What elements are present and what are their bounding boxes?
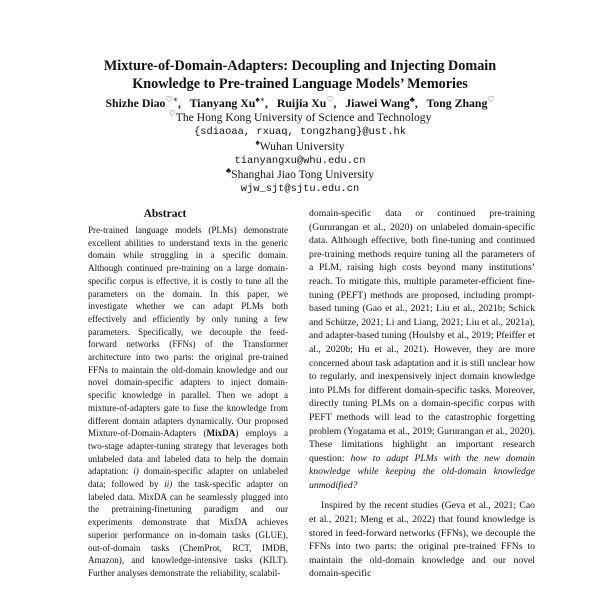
- abstract-text: domain-specific adapter on unlabeled data; followed by: [88, 466, 288, 490]
- author-name: Ruijia Xu: [276, 96, 327, 110]
- author-mark: ♡∗: [165, 95, 179, 105]
- intro-column: [309, 207, 535, 581]
- author-name: Tianyang Xu: [189, 96, 256, 110]
- affiliation-name: The Hong Kong University of Science and Technology: [175, 111, 432, 124]
- abstract-text: Pre-trained language models (PLMs) demonstrate excellent abilities to understand texts in the generic domain while struggling in a specific domain. Although continued pre-training on a large domain-specific corpus is effective, it is costly to tune all the parameters on the domain. In this paper, we investigate whether we can adapt PLMs both effectively and efficiently by only tuning a few parameters. Specifically, we decouple the feed-forward networks (FFNs) of the Transformer architecture into two parts: the original pre-trained FFNs to maintain the old-domain knowledge and our novel domain-specific adapters to inject domain-specific knowledge in parallel. Then we adopt a mixture-of-adapters gate to fuse the knowledge from different domain adapters dynamically. Our proposed Mixture-of-Domain-Adapters (: [88, 225, 288, 439]
- author-name: Shizhe Diao: [105, 96, 166, 110]
- affiliation-hkust: [40, 111, 560, 139]
- abstract-body: [88, 224, 288, 580]
- affiliation-name: Shanghai Jiao Tong University: [231, 168, 375, 181]
- abstract-text: ) employs a two-stage adapter-tuning strategy that leverages both unlabeled data and labeled data to help the domain adaptation:: [88, 428, 288, 477]
- affiliation-name: Wuhan University: [259, 140, 345, 153]
- abstract-text: the task-specific adapter on labeled data. MixDA can be seamlessly plugged into the pretraining-finetuning paradigm and our experiments demonstrate that MixDA achieves superior performance on in-domain tasks (GLUE), out-of-domain tasks (ChemProt, RCT, IMDB, Amazon), and knowledge-intensive tasks (KILT). Further analyses demonstrate the reliability, scalabil-: [88, 479, 288, 578]
- affiliation-sjtu: [40, 168, 560, 196]
- affiliation-mark: ♠: [255, 138, 260, 148]
- title-line-2: Knowledge to Pre-trained Language Models’ Memories: [132, 75, 468, 92]
- affiliation-email: tianyangxu@whu.edu.cn: [234, 155, 366, 167]
- paragraph-text: Inspired by the recent studies (Geva et al., 2021; Cao et al., 2021; Meng et al., 2022) that found knowledge is stored in feed-forward networks (FFNs), we decouple the FFNs into two parts: the original pre-trained FFNs to maintain the old-domain knowledge and our novel domain-specific: [309, 500, 535, 580]
- affiliation-email: {sdiaoaa, rxuaq, tongzhang}@ust.hk: [193, 126, 406, 138]
- author-list: Shizhe Diao♡∗, Tianyang Xu♠∗, Ruijia Xu♡, Jiawei Wang♣, Tong Zhang♡: [105, 95, 495, 110]
- intro-paragraph: [309, 207, 535, 492]
- author-mark: ♣: [409, 95, 415, 105]
- author-mark: ♡: [326, 95, 334, 105]
- affiliation-mark: ♣: [225, 166, 232, 176]
- mixda-abbrev: MixDA: [206, 428, 236, 439]
- affiliation-email: wjw_sjt@sjtu.edu.cn: [240, 183, 360, 195]
- paper-title: [40, 58, 560, 93]
- author-name: Tong Zhang: [426, 96, 488, 110]
- title-line-1: Mixture-of-Domain-Adapters: Decoupling and Injecting Domain: [103, 58, 497, 74]
- intro-paragraph: [309, 499, 535, 581]
- author-name: Jiawei Wang: [345, 96, 410, 110]
- affiliation-mark: ♡: [168, 109, 176, 119]
- list-marker: ii): [164, 479, 173, 490]
- author-mark: ♠∗: [255, 95, 266, 105]
- list-marker: i): [133, 466, 139, 477]
- paragraph-text: domain-specific data or continued pre-training (Gururangan et al., 2020) on unlabeled domain-specific data. Although effective, both fine-tuning and continued pre-training methods require tuning all the parameters of a PLM, raising high costs beyond many institutions’ reach. To mitigate this, multiple parameter-efficient fine-tuning (PEFT) methods are proposed, including prompt-based tuning (Gao et al., 2021; Liu et al., 2021b; Schick and Schütze, 2021; Li and Liang, 2021; Liu et al., 2021a), and adapter-based tuning (Houlsby et al., 2019; Pfeiffer et al., 2020b; Hu et al., 2021). However, they are more concerned about task adaptation and it is still unclear how to regularly, and inexpensively inject domain knowledge into PLMs for different domain-specific tasks. Moreover, directly tuning PLMs on a domain-specific corpus with PEFT methods will lead to the catastrophic forgetting problem (Yogatama et al., 2019; Gururangan et al., 2020). These limitations highlight an important research question:: [309, 208, 535, 464]
- affiliation-whu: [40, 140, 560, 168]
- abstract-heading: Abstract: [143, 208, 187, 220]
- author-mark: ♡: [487, 95, 495, 105]
- research-question: how to adapt PLMs with the new domain knowledge while keeping the old-domain knowledge unmodified?: [309, 452, 535, 491]
